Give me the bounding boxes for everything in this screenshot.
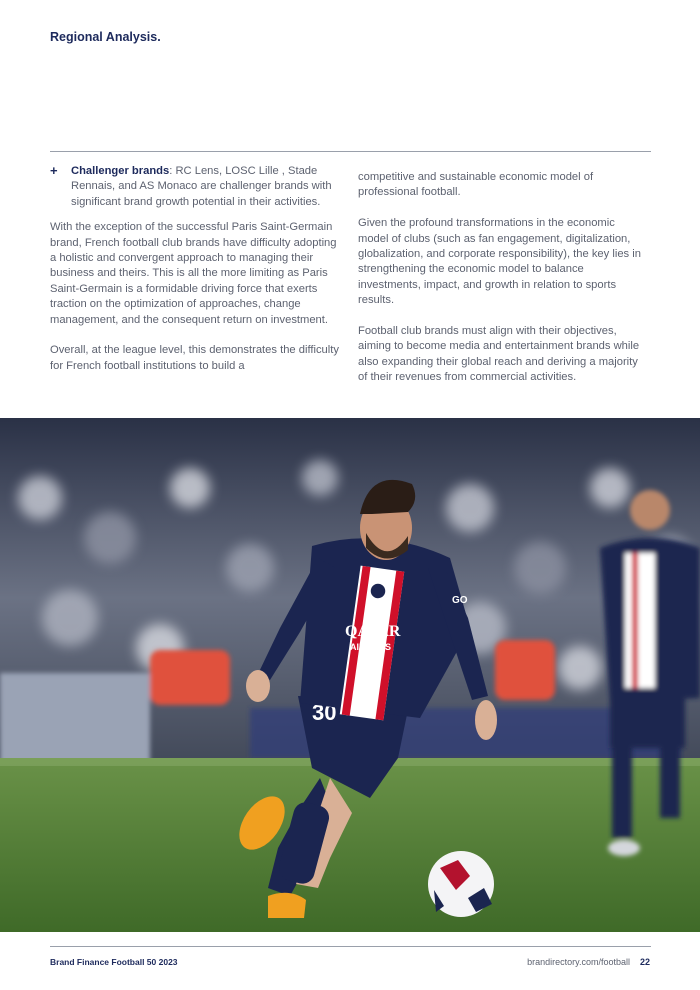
bottom-rule [50,946,651,947]
paragraph: competitive and sustainable economic model of professional football. [358,171,594,199]
paragraph: Given the profound transformations in the economic model of clubs (such as fan engagement, digitalization, globalization, and corporate responsibility), the key lies in strengthening the economic model to balance investments, impact, and growth in relation to sports results. [358,217,641,307]
paragraph: Football club brands must align with their objectives, aiming to become media and entertainment brands while also expanding their global reach and deriving a majority of their revenues from commercial activities. [358,325,640,384]
bullet-term: Challenger brands [71,165,170,177]
club-crest-icon [370,583,386,599]
right-column [358,170,648,401]
plus-icon: + [50,163,58,178]
footer-publication: Brand Finance Football 50 2023 [50,957,178,967]
paragraph: With the exception of the successful Paris Saint-Germain brand, French football club brands have difficulty adopting a holistic and convergent approach to managing their business and theirs. This is all the more limiting as Paris Saint-Germain is a formidable driving force that exerts traction on the optimization of approaches, change management, and the consequent return on investment. [50,221,337,326]
section-title: Regional Analysis. [50,30,161,44]
hero-photo [0,418,700,932]
shirt-sponsor-sub: AIRWAYS [350,642,392,652]
sleeve-text: GO [452,595,468,606]
left-column [50,164,340,390]
shirt-sponsor: QATAR [345,623,401,640]
shirt-number: 30 [312,700,337,725]
ad-board [495,640,555,700]
top-rule [50,151,651,152]
paragraph: Overall, at the league level, this demonstrates the difficulty for French football institutions to build a [50,344,339,372]
ad-board [150,650,230,705]
page-number: 22 [639,957,650,967]
bullet-text: : RC Lens, LOSC Lille , Stade Rennais, and AS Monaco are challenger brands with significant brand growth potential in their activities. [71,165,332,208]
football-player-illustration [0,418,700,932]
bullet-challenger-brands [50,164,340,210]
football [428,851,494,917]
footer-url-link[interactable]: brandirectory.com/football [527,957,630,967]
